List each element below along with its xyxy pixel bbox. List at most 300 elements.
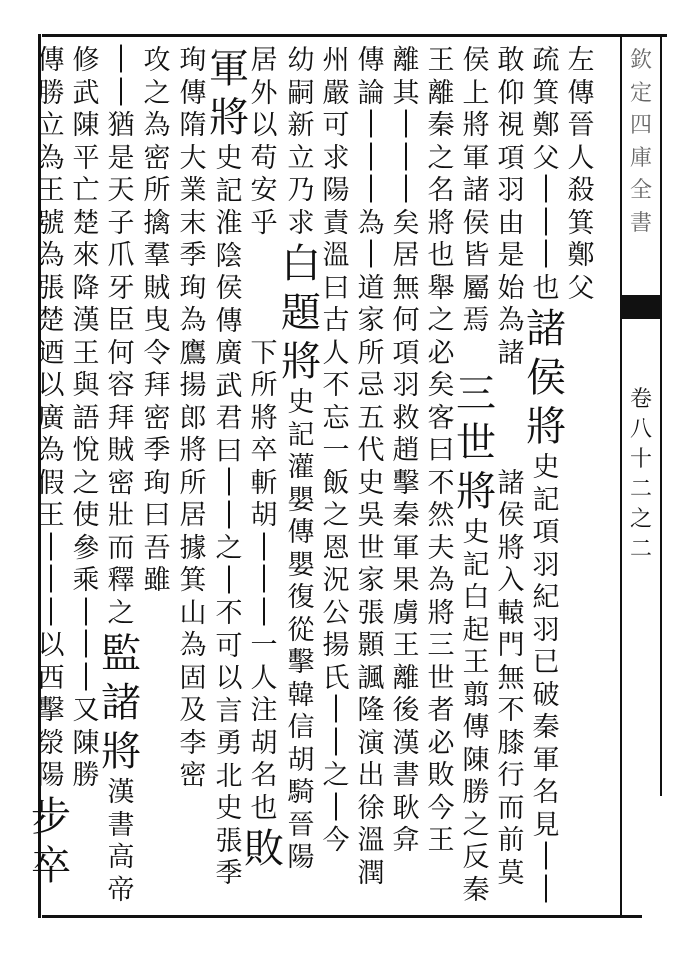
glyph: 擒 bbox=[143, 207, 171, 239]
glyph: 滎 bbox=[37, 727, 65, 759]
glyph: 之 bbox=[215, 533, 243, 564]
glyph: 二 bbox=[629, 537, 652, 562]
glyph: 陽 bbox=[322, 175, 350, 206]
glyph: 王 bbox=[72, 337, 100, 369]
glyph: 書 bbox=[392, 760, 420, 791]
heading-glyph: 將 bbox=[281, 339, 321, 385]
glyph: 珣 bbox=[179, 45, 207, 76]
glyph: 白 bbox=[462, 582, 490, 613]
glyph: 平 bbox=[72, 142, 100, 174]
glyph: 溫 bbox=[322, 240, 350, 271]
text-column-2 bbox=[526, 45, 566, 907]
glyph: 鷹 bbox=[179, 337, 207, 369]
glyph: 羽 bbox=[532, 614, 560, 646]
glyph: 救 bbox=[392, 402, 420, 434]
glyph: 必 bbox=[427, 727, 455, 759]
glyph: 曰 bbox=[427, 435, 455, 466]
glyph: ｜ bbox=[532, 842, 560, 873]
glyph: 離 bbox=[392, 662, 420, 694]
glyph: 仰 bbox=[497, 77, 525, 109]
glyph: 敗 bbox=[427, 760, 455, 791]
glyph: 為 bbox=[143, 110, 171, 141]
glyph: 趙 bbox=[392, 435, 420, 466]
glyph: 外 bbox=[250, 77, 278, 109]
text-column-8 bbox=[316, 45, 356, 858]
glyph: 諷 bbox=[357, 662, 385, 694]
glyph: 十 bbox=[629, 447, 652, 472]
glyph: 復 bbox=[287, 582, 315, 613]
glyph: 之 bbox=[322, 500, 350, 531]
glyph: 而 bbox=[107, 532, 135, 564]
glyph: 箕 bbox=[532, 77, 560, 109]
glyph: 為 bbox=[497, 305, 525, 336]
glyph: 反 bbox=[462, 842, 490, 873]
glyph: 牙 bbox=[107, 272, 135, 304]
glyph: 曰 bbox=[322, 272, 350, 304]
glyph: 傳 bbox=[287, 517, 315, 548]
heading-glyph: 將 bbox=[101, 729, 141, 775]
glyph: 張 bbox=[215, 825, 243, 857]
glyph: 一 bbox=[322, 435, 350, 466]
text-column-5 bbox=[421, 45, 461, 858]
glyph: 之 bbox=[629, 507, 652, 532]
glyph bbox=[491, 370, 531, 403]
glyph: 傳 bbox=[357, 45, 385, 76]
glyph: 曰 bbox=[215, 435, 243, 467]
glyph: 矣 bbox=[392, 207, 420, 239]
glyph: 演 bbox=[357, 727, 385, 759]
glyph: 廣 bbox=[215, 338, 243, 369]
glyph: 賊 bbox=[107, 435, 135, 466]
glyph: 也 bbox=[250, 792, 278, 824]
glyph: ｜ bbox=[532, 240, 560, 271]
glyph: 史 bbox=[215, 793, 243, 824]
glyph: 秦 bbox=[532, 712, 560, 743]
glyph: 屬 bbox=[462, 272, 490, 304]
glyph: ｜ bbox=[532, 175, 560, 206]
glyph: ｜ bbox=[322, 727, 350, 759]
heading-glyph: 白 bbox=[281, 241, 321, 287]
glyph: 信 bbox=[287, 712, 315, 743]
glyph: 軍 bbox=[532, 744, 560, 776]
heading-glyph: 將 bbox=[209, 95, 249, 141]
glyph: 秦 bbox=[462, 874, 490, 906]
glyph: 王 bbox=[392, 630, 420, 661]
glyph: ｜ bbox=[357, 142, 385, 174]
glyph: 拜 bbox=[143, 370, 171, 401]
glyph: 君 bbox=[215, 403, 243, 434]
glyph: 參 bbox=[72, 532, 100, 564]
glyph: ｜ bbox=[392, 110, 420, 141]
glyph: 軍 bbox=[462, 142, 490, 174]
glyph: 將 bbox=[179, 435, 207, 466]
heading-glyph: 侯 bbox=[526, 355, 566, 401]
glyph: 徐 bbox=[357, 792, 385, 824]
glyph: 嗣 bbox=[287, 77, 315, 109]
glyph: 是 bbox=[107, 142, 135, 174]
glyph: ｜ bbox=[532, 874, 560, 906]
glyph: 王 bbox=[37, 175, 65, 206]
glyph: 立 bbox=[37, 110, 65, 141]
glyph: 漢 bbox=[72, 305, 100, 336]
glyph: 項 bbox=[532, 517, 560, 548]
glyph: 史 bbox=[532, 452, 560, 483]
glyph: 帝 bbox=[107, 874, 135, 906]
glyph: 又 bbox=[72, 695, 100, 726]
glyph: 侯 bbox=[215, 273, 243, 304]
text-column-4 bbox=[456, 45, 496, 907]
glyph: 矣 bbox=[427, 370, 455, 401]
glyph: 隋 bbox=[179, 110, 207, 141]
glyph: 家 bbox=[357, 565, 385, 596]
glyph: 何 bbox=[107, 337, 135, 369]
glyph: 郎 bbox=[179, 402, 207, 434]
glyph: 羽 bbox=[392, 370, 420, 401]
glyph: 然 bbox=[427, 500, 455, 531]
glyph: 見 bbox=[532, 809, 560, 841]
glyph: 與 bbox=[72, 370, 100, 401]
glyph: 箕 bbox=[567, 207, 595, 239]
glyph: 雖 bbox=[143, 565, 171, 596]
glyph: 今 bbox=[427, 792, 455, 824]
glyph: 張 bbox=[37, 272, 65, 304]
glyph: 諸 bbox=[497, 337, 525, 369]
glyph: 必 bbox=[427, 337, 455, 369]
glyph: 潤 bbox=[357, 857, 385, 889]
glyph: 前 bbox=[497, 825, 525, 856]
glyph: 出 bbox=[357, 760, 385, 791]
glyph: 為 bbox=[37, 435, 65, 466]
glyph: 嬰 bbox=[287, 484, 315, 516]
glyph: 飯 bbox=[322, 467, 350, 499]
glyph: 諸 bbox=[497, 467, 525, 499]
glyph: 陳 bbox=[72, 727, 100, 759]
glyph: 名 bbox=[427, 175, 455, 206]
glyph: 曳 bbox=[143, 305, 171, 336]
text-column-16 bbox=[31, 45, 71, 891]
glyph: 入 bbox=[497, 565, 525, 596]
glyph: 上 bbox=[462, 77, 490, 109]
glyph: 之 bbox=[427, 305, 455, 336]
glyph: 門 bbox=[497, 630, 525, 661]
heading-glyph: 三 bbox=[456, 371, 496, 417]
glyph: 夫 bbox=[427, 532, 455, 564]
glyph: 弇 bbox=[392, 825, 420, 856]
glyph: ｜ bbox=[357, 240, 385, 271]
glyph: 庫 bbox=[629, 145, 652, 171]
heading-glyph: 諸 bbox=[526, 306, 566, 352]
glyph: 密 bbox=[143, 142, 171, 174]
glyph: 紀 bbox=[532, 582, 560, 613]
glyph: 言 bbox=[215, 695, 243, 727]
glyph: 灌 bbox=[287, 452, 315, 483]
glyph: 臣 bbox=[107, 305, 135, 336]
glyph: 爪 bbox=[107, 240, 135, 271]
glyph: 況 bbox=[322, 565, 350, 596]
glyph: 代 bbox=[357, 435, 385, 466]
glyph: 居 bbox=[250, 45, 278, 76]
glyph: 曰 bbox=[143, 500, 171, 531]
glyph: 箕 bbox=[179, 565, 207, 596]
glyph: 乃 bbox=[287, 175, 315, 206]
glyph: 王 bbox=[462, 647, 490, 678]
glyph: 父 bbox=[567, 272, 595, 304]
glyph: 陳 bbox=[72, 110, 100, 141]
glyph: ｜ bbox=[322, 695, 350, 726]
glyph: 破 bbox=[532, 679, 560, 711]
glyph: 擊 bbox=[287, 647, 315, 678]
glyph: 以 bbox=[215, 663, 243, 694]
glyph: 起 bbox=[462, 614, 490, 646]
glyph: 為 bbox=[37, 142, 65, 174]
glyph: 殺 bbox=[567, 175, 595, 206]
glyph: 史 bbox=[357, 467, 385, 499]
glyph: 為 bbox=[427, 565, 455, 596]
glyph: 之 bbox=[427, 142, 455, 174]
glyph: 勇 bbox=[215, 728, 243, 759]
glyph: 降 bbox=[72, 272, 100, 304]
glyph: 為 bbox=[179, 305, 207, 336]
glyph: 吾 bbox=[143, 532, 171, 564]
glyph: 將 bbox=[250, 402, 278, 434]
glyph: 所 bbox=[250, 370, 278, 401]
glyph: 由 bbox=[497, 207, 525, 239]
glyph: 容 bbox=[107, 370, 135, 401]
text-column-9 bbox=[281, 45, 321, 875]
glyph: 西 bbox=[37, 662, 65, 694]
glyph: 記 bbox=[287, 419, 315, 451]
glyph: ｜ bbox=[72, 630, 100, 661]
glyph: 陰 bbox=[215, 240, 243, 272]
glyph: 所 bbox=[357, 337, 385, 369]
glyph: 史 bbox=[287, 387, 315, 418]
glyph: 秦 bbox=[392, 500, 420, 531]
glyph: 莫 bbox=[497, 857, 525, 889]
glyph: 客 bbox=[427, 402, 455, 434]
glyph: 求 bbox=[287, 207, 315, 239]
glyph: 為 bbox=[179, 630, 207, 661]
glyph: 書 bbox=[107, 809, 135, 841]
glyph: 從 bbox=[287, 614, 315, 646]
glyph: 騎 bbox=[287, 777, 315, 808]
glyph: 語 bbox=[72, 402, 100, 434]
heading-glyph: 將 bbox=[526, 404, 566, 450]
glyph: 離 bbox=[427, 77, 455, 109]
glyph: 也 bbox=[427, 240, 455, 271]
heading-glyph: 將 bbox=[456, 469, 496, 515]
glyph: ｜ bbox=[37, 597, 65, 629]
glyph: 擊 bbox=[37, 695, 65, 726]
glyph: 傳 bbox=[179, 77, 207, 109]
glyph: 為 bbox=[357, 207, 385, 239]
glyph: 胡 bbox=[250, 500, 278, 531]
glyph: 記 bbox=[215, 175, 243, 207]
heading-glyph: 步 bbox=[31, 793, 71, 840]
glyph: 舉 bbox=[427, 272, 455, 304]
glyph: 史 bbox=[462, 517, 490, 548]
glyph: 據 bbox=[179, 532, 207, 564]
glyph: 將 bbox=[497, 532, 525, 564]
glyph: 視 bbox=[497, 110, 525, 141]
text-column-1 bbox=[561, 45, 601, 305]
glyph: 項 bbox=[497, 142, 525, 174]
glyph: ｜ bbox=[215, 468, 243, 499]
glyph: 將 bbox=[462, 110, 490, 141]
glyph: ｜ bbox=[250, 565, 278, 596]
glyph: 漢 bbox=[392, 727, 420, 759]
glyph: ｜ bbox=[392, 142, 420, 174]
glyph: 吳 bbox=[357, 500, 385, 531]
glyph: 責 bbox=[322, 207, 350, 239]
glyph: 賊 bbox=[143, 272, 171, 304]
glyph: 嬰 bbox=[287, 549, 315, 581]
glyph: 苟 bbox=[250, 142, 278, 174]
glyph: 父 bbox=[532, 142, 560, 174]
glyph: 韓 bbox=[287, 679, 315, 711]
glyph: 拜 bbox=[107, 402, 135, 434]
glyph: 人 bbox=[322, 337, 350, 369]
glyph: 子 bbox=[107, 207, 135, 239]
glyph: ｜ bbox=[357, 110, 385, 141]
glyph: ｜ bbox=[215, 565, 243, 597]
glyph: 膝 bbox=[497, 727, 525, 759]
glyph: 羽 bbox=[497, 175, 525, 206]
glyph: 虜 bbox=[392, 597, 420, 629]
glyph: 擊 bbox=[392, 467, 420, 499]
glyph: 廣 bbox=[37, 402, 65, 434]
glyph: 武 bbox=[215, 370, 243, 402]
glyph bbox=[491, 403, 531, 436]
glyph: 求 bbox=[322, 142, 350, 174]
glyph: 名 bbox=[532, 777, 560, 808]
glyph: 鄭 bbox=[532, 110, 560, 141]
glyph: 三 bbox=[427, 630, 455, 661]
glyph: 溫 bbox=[357, 825, 385, 856]
glyph: 王 bbox=[427, 825, 455, 856]
glyph: ｜ bbox=[72, 597, 100, 629]
text-column-7 bbox=[351, 45, 391, 890]
fishtail-mark bbox=[622, 295, 660, 319]
glyph: 始 bbox=[497, 272, 525, 304]
glyph: 傳 bbox=[567, 77, 595, 109]
glyph: 轅 bbox=[497, 597, 525, 629]
glyph: 敢 bbox=[497, 45, 525, 76]
glyph: 揚 bbox=[179, 370, 207, 401]
glyph: ｜ bbox=[250, 532, 278, 564]
glyph: 張 bbox=[357, 597, 385, 629]
heading-glyph: 諸 bbox=[101, 680, 141, 726]
glyph: 珣 bbox=[179, 272, 207, 304]
glyph: 勝 bbox=[462, 777, 490, 808]
glyph: 離 bbox=[392, 45, 420, 76]
glyph: 勝 bbox=[72, 760, 100, 791]
glyph: 項 bbox=[392, 337, 420, 369]
glyph: 李 bbox=[179, 727, 207, 759]
glyph: 名 bbox=[250, 760, 278, 791]
glyph: 固 bbox=[179, 662, 207, 694]
glyph: 所 bbox=[179, 467, 207, 499]
glyph: 何 bbox=[392, 305, 420, 336]
glyph: 古 bbox=[322, 305, 350, 336]
glyph: 楚 bbox=[72, 207, 100, 239]
glyph: 州 bbox=[322, 45, 350, 76]
glyph: 業 bbox=[179, 175, 207, 206]
glyph bbox=[244, 305, 284, 338]
glyph: 乎 bbox=[250, 207, 278, 239]
glyph: 五 bbox=[357, 402, 385, 434]
glyph: 卷 bbox=[629, 387, 652, 412]
glyph: 晉 bbox=[567, 110, 595, 141]
glyph: 記 bbox=[532, 484, 560, 516]
glyph: 後 bbox=[392, 695, 420, 726]
glyph: 之 bbox=[143, 77, 171, 109]
glyph: 不 bbox=[427, 467, 455, 499]
glyph: 世 bbox=[357, 532, 385, 564]
glyph: 陽 bbox=[37, 760, 65, 791]
glyph: 密 bbox=[179, 760, 207, 791]
glyph: 使 bbox=[72, 500, 100, 531]
glyph: 胡 bbox=[250, 727, 278, 759]
glyph: 恩 bbox=[322, 532, 350, 564]
glyph: 四 bbox=[629, 113, 652, 138]
glyph: 疏 bbox=[532, 45, 560, 76]
glyph: 下 bbox=[250, 337, 278, 369]
glyph: 人 bbox=[567, 142, 595, 174]
glyph: 也 bbox=[532, 272, 560, 304]
glyph: 卒 bbox=[250, 435, 278, 466]
glyph: 釋 bbox=[107, 565, 135, 596]
glyph: 及 bbox=[179, 695, 207, 726]
glyph: 傳 bbox=[37, 45, 65, 76]
glyph: 迺 bbox=[37, 337, 65, 369]
heading-glyph: 敗 bbox=[244, 826, 284, 872]
glyph: 末 bbox=[179, 207, 207, 239]
glyph: 不 bbox=[322, 370, 350, 401]
glyph: 居 bbox=[179, 500, 207, 531]
glyph: 密 bbox=[107, 467, 135, 499]
glyph: 新 bbox=[287, 110, 315, 141]
glyph: 季 bbox=[179, 240, 207, 271]
glyph: 忌 bbox=[357, 370, 385, 401]
glyph: 顥 bbox=[357, 630, 385, 661]
glyph bbox=[244, 240, 284, 273]
glyph: ｜ bbox=[215, 500, 243, 532]
glyph: 亡 bbox=[72, 175, 100, 206]
glyph: 將 bbox=[427, 207, 455, 239]
glyph: 令 bbox=[143, 337, 171, 369]
bottom-border bbox=[42, 915, 642, 918]
glyph: 淮 bbox=[215, 208, 243, 239]
glyph: 八 bbox=[629, 417, 652, 442]
glyph: 其 bbox=[392, 77, 420, 109]
glyph: ｜ bbox=[250, 597, 278, 629]
glyph: 以 bbox=[37, 370, 65, 401]
glyph: 揚 bbox=[322, 630, 350, 661]
glyph: 為 bbox=[37, 240, 65, 271]
glyph: 嚴 bbox=[322, 77, 350, 109]
glyph: 乘 bbox=[72, 565, 100, 596]
glyph: ｜ bbox=[107, 77, 135, 109]
heading-glyph: 世 bbox=[456, 420, 496, 466]
glyph: 所 bbox=[143, 175, 171, 206]
glyph: 一 bbox=[250, 630, 278, 661]
glyph: 公 bbox=[322, 597, 350, 629]
glyph: 傳 bbox=[215, 305, 243, 337]
glyph: 羣 bbox=[143, 240, 171, 271]
glyph: 之 bbox=[462, 809, 490, 841]
glyph: 羽 bbox=[532, 549, 560, 581]
glyph: 無 bbox=[392, 272, 420, 304]
